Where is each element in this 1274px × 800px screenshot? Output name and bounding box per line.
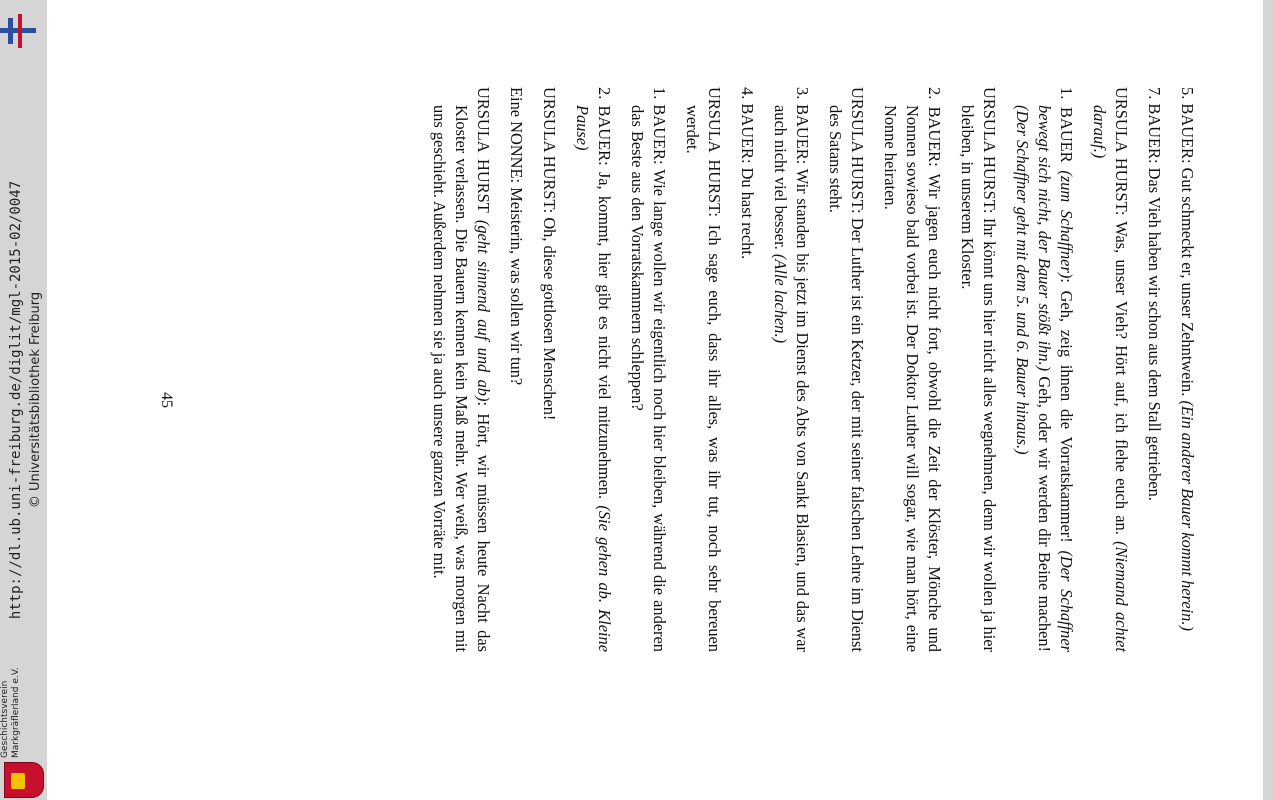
society-crest-icon [4, 762, 44, 798]
line-3-bauer: 3. BAUER: Wir standen bis jetzt im Dienst des Abts von Sankt Blasien, und das war auch nicht viel besser. (Alle lachen.) [771, 87, 812, 652]
left-sidebar [0, 0, 47, 800]
page-number: 45 [158, 392, 175, 408]
line-2-bauer-a: 2. BAUER: Wir jagen euch nicht fort, obwohl die Zeit der Klöster, Mönche und Nonnen sowieso bald vorbei ist. Der Doktor Luther will sogar, wie man hört, eine Nonne heiraten. [881, 87, 944, 652]
scanned-page [47, 0, 1263, 800]
line-ursula-6: URSULA HURST (geht sinnend auf und ab): Hört, wir müssen heute Nacht das Kloster verlassen. Die Bauern kennen kein Maß mehr. Wer weiß, was morgen mit uns geschieht. Außerdem nehmen sie ja auch unsere ganzen Vorräte mit. [430, 87, 493, 652]
line-ursula-5: URSULA HURST: Oh, diese gottlosen Menschen! [540, 87, 559, 421]
line-ursula-3: URSULA HURST: Der Luther ist ein Ketzer, der mit seiner falschen Lehre im Dienst des Satans steht. [826, 87, 867, 652]
line-5-bauer: 5. BAUER: Gut schmeckt er, unser Zehntwein. (Ein anderer Bauer kommt herein.) [1178, 87, 1197, 631]
page-text [417, 87, 1198, 652]
line-ursula-4: URSULA HURST: Ich sage euch, dass ihr alles, was ihr tut, noch sehr bereuen werdet. [683, 87, 724, 652]
line-2-bauer-b: 2. BAUER: Ja, kommt, hier gibt es nicht viel mitzunehmen. (Sie gehen ab. Kleine Pause) [573, 87, 614, 653]
society-name: Geschichtsverein Markgräflerland e.V. [0, 667, 21, 758]
footer-copyright: © Universitätsbibliothek Freiburg [28, 291, 43, 509]
line-ursula-2: URSULA HURST: Ihr könnt uns hier nicht alles wegnehmen, denn wir wollen ja hier bleiben, in unserem Kloster. [958, 87, 999, 652]
line-4-bauer: 4. BAUER: Du hast recht. [738, 87, 757, 260]
line-7-bauer: 7. BAUER: Das Vieh haben wir schon aus dem Stall getrieben. [1145, 87, 1164, 501]
line-1-bauer-b: 1. BAUER: Wie lange wollen wir eigentlich noch hier bleiben, während die anderen das Beste aus den Vorratskammern schleppen? [628, 87, 669, 652]
right-sidebar [1263, 0, 1274, 800]
line-ursula-1: URSULA HURST: Was, unser Vieh? Hört auf, ich flehe euch an. (Niemand achtet darauf.) [1090, 87, 1131, 652]
line-nonne: Eine NONNE: Meisterin, was sollen wir tun? [507, 87, 526, 386]
footer-strip [0, 0, 47, 800]
footer-url[interactable]: http://dl.ub.uni-freiburg.de/diglit/mgl-2015-02/0047 [8, 180, 24, 620]
line-1-bauer-a: 1. BAUER (zum Schaffner): Geh, zeig ihnen die Vorratskammer! (Der Schaffner bewegt sich nicht, der Bauer stößt ihn.) Geh, oder wir werden dir Beine machen! (Der Schaffner geht mit dem 5. und 6. Bauer hinaus.) [1013, 87, 1076, 652]
